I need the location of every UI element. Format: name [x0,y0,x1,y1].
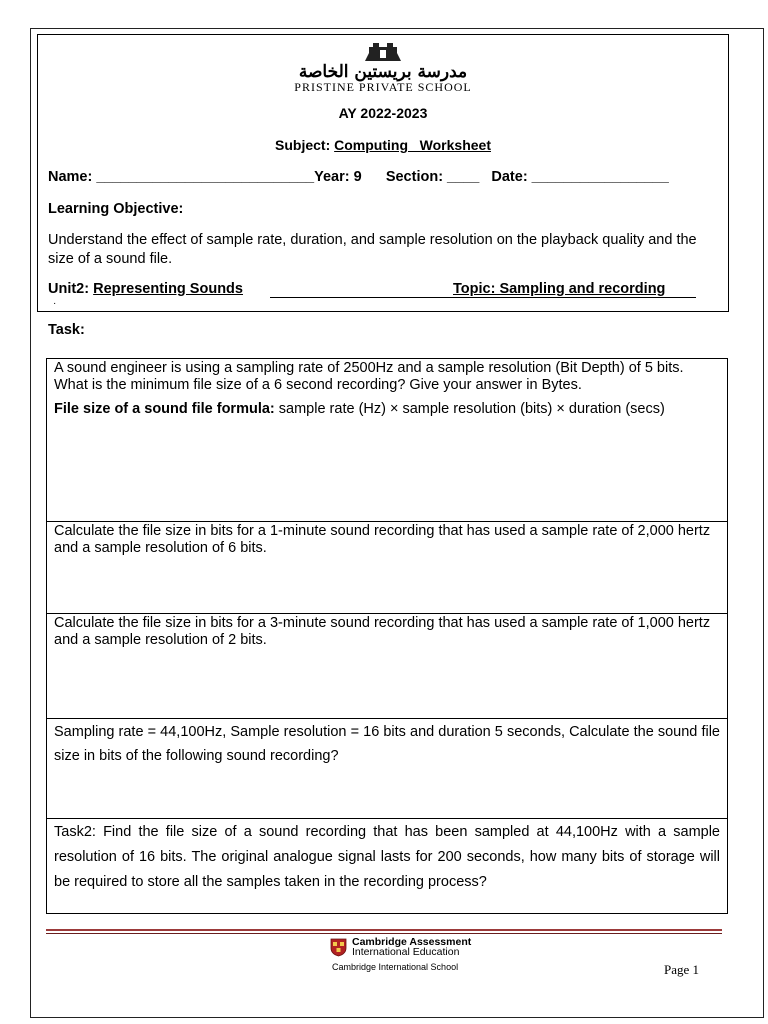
unit-title: Representing Sounds [93,281,243,297]
formula-text: sample rate (Hz) × sample resolution (bits) × duration (secs) [274,401,665,417]
formula-line [54,401,720,418]
task-row[interactable] [47,719,727,819]
subject-label: Subject: [275,137,331,153]
formula-label: File size of a sound file formula: [54,401,275,417]
learning-objective-label: Learning Objective: [48,201,184,217]
footer-rule [46,929,722,931]
stray-dot: · [53,298,57,309]
student-info-row: Name: ___________________________Year: 9 Section: ____ Date: _________________ [48,169,669,185]
task-row[interactable] [47,819,727,913]
subject-line [38,137,728,153]
cambridge-shield-icon [330,938,347,957]
footer-rule-thin [46,933,722,934]
task-row[interactable] [47,522,727,614]
subject-value: Computing Worksheet [334,137,491,153]
cambridge-line3: Cambridge International School [332,962,459,972]
unit-label: Unit2: [48,281,90,297]
school-name-arabic: مدرسة بريستين الخاصة [298,62,468,82]
task-question: Sampling rate = 44,100Hz, Sample resolution = 16 bits and duration 5 seconds, Calculate the sound file size in bits of the following sound recording? [54,724,720,764]
cambridge-line2: International Education [352,946,460,958]
crest-icon [361,41,405,63]
task-table [46,358,728,914]
task-question: A sound engineer is using a sampling rate of 2500Hz and a sample resolution (Bit Depth) of 5 bits. What is the minimum file size of a 6 second recording? Give your answer in Bytes. [54,360,684,393]
task-question: Calculate the file size in bits for a 3-minute sound recording that has used a sample rate of 1,000 hertz and a sample resolution of 2 bits. [54,615,711,648]
cambridge-line1: Cambridge Assessment [352,936,472,948]
learning-objective-text: Understand the effect of sample rate, duration, and sample resolution on the playback quality and the size of a sound file. [48,232,697,267]
task-question: Calculate the file size in bits for a 1-minute sound recording that has used a sample rate of 2,000 hertz and a sample resolution of 6 bits. [54,523,711,556]
school-logo [38,41,728,97]
topic: Topic: Sampling and recording [453,281,666,297]
task-question: Task2: Find the file size of a sound recording that has been sampled at 44,100Hz with a sample resolution of 16 bits. The original analogue signal lasts for 200 seconds, how many bits of storage will be required to store all the samples taken in the recording process? [54,824,720,890]
task-row[interactable] [47,359,727,522]
academic-year: AY 2022-2023 [338,105,428,121]
cambridge-logo [330,936,480,976]
task-label: Task: [48,322,85,338]
task-row[interactable] [47,614,727,719]
unit-underline [270,297,696,298]
school-name-english: PRISTINE PRIVATE SCHOOL [294,80,472,94]
page-number: Page 1 [664,962,700,977]
worksheet-header [37,34,729,312]
unit-topic-row [48,281,688,297]
